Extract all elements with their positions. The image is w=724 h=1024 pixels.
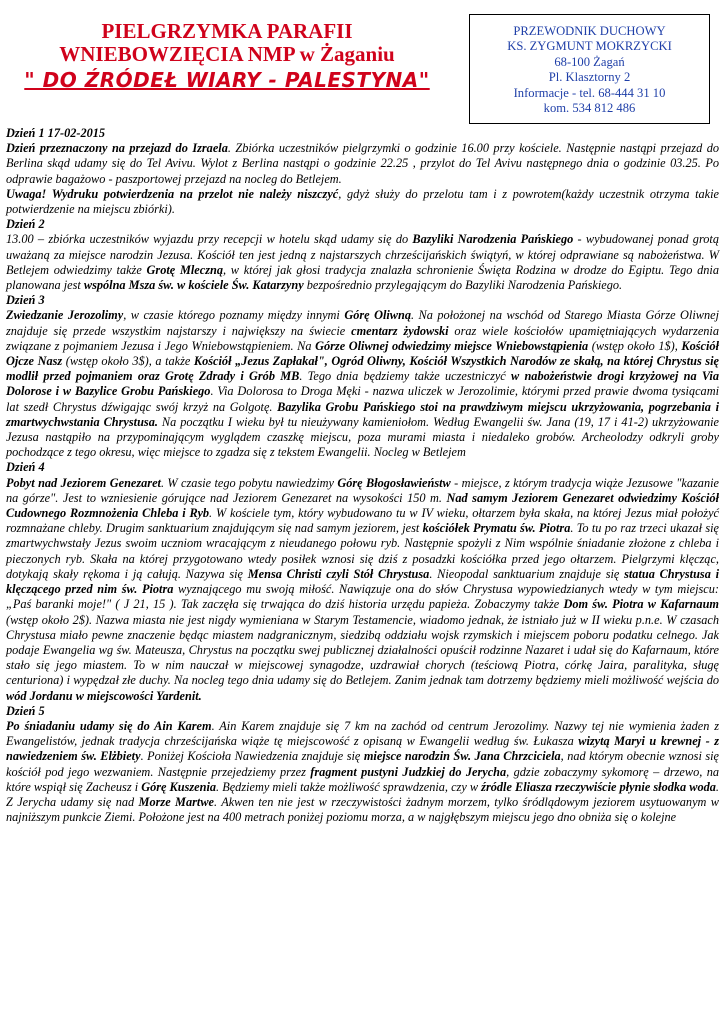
day-paragraph bbox=[6, 719, 719, 825]
day-paragraph bbox=[6, 232, 719, 293]
body-text: . Z Jerycha udamy się nad bbox=[6, 779, 719, 809]
body-text: . Tego dnia będziemy także uczestniczyć bbox=[299, 369, 512, 384]
body-text: . Zbiórka uczestników pielgrzymki o godzinie 16.00 przy kościele. Następnie nastąpi przejazd do Berlina skąd udamy się do Tel Avivu. Wylot z Berlina nastąpi o godzinie 22.25 , przylot do Tel Avivu następnego dnia o godzinie 03.25. Po odprawie bagażowo - paszportowej przejazd na nocleg do Betlejem. bbox=[6, 141, 719, 186]
page-title bbox=[18, 20, 436, 92]
highlighted-text: statua Chrystusa i klęczącego przed nim św. Piotra bbox=[6, 566, 719, 597]
highlighted-text: źródle Eliasza rzeczywiście płynie słodka woda bbox=[481, 779, 716, 794]
title-line-1: PIELGRZYMKA PARAFII bbox=[101, 19, 353, 43]
highlighted-text: Uwaga! Wydruku potwierdzenia na przelot nie należy niszczyć bbox=[6, 186, 339, 201]
highlighted-text: Mensa Christi czyli Stół Chrystusa bbox=[247, 566, 430, 581]
guide-line: KS. ZYGMUNT MOKRZYCKI bbox=[507, 39, 672, 54]
day-paragraph bbox=[6, 141, 719, 187]
day-paragraph bbox=[6, 476, 719, 704]
body-text: , gdyż służy do przelotu tam i z powrotem(każdy uczestnik otrzyma takie potwierdzenie na miejscu zbiórki). bbox=[6, 186, 720, 217]
highlighted-text: wód Jordanu w miejscowości Yardenit. bbox=[6, 688, 202, 703]
highlighted-text: Morze Martwe bbox=[138, 794, 214, 809]
highlighted-text: Górę Oliwną bbox=[344, 308, 411, 323]
highlighted-text: kościółek Prymatu św. Piotra bbox=[422, 521, 571, 536]
highlighted-text: Kościół Ojcze Nasz bbox=[6, 338, 719, 369]
highlighted-text: Górę Błogosławieństw bbox=[337, 475, 451, 490]
highlighted-text: fragment pustyni Judzkiej do Jerycha bbox=[310, 764, 507, 779]
body-text: (wstęp około 1$), bbox=[588, 338, 682, 353]
body-text: . W czasie tego pobytu nawiedzimy bbox=[160, 475, 338, 490]
body-text: . Akwen ten nie jest w rzeczywistości żadnym morzem, tylko śródlądowym jeziorem usytuowanym w najniższym punkcie Ziemi. Położone jest na 400 metrach poniżej poziomu morza, a w najgłębszym miejscu jego dno obniża się o kolejne bbox=[6, 794, 720, 825]
title-line-2: WNIEBOWZIĘCIA NMP w Żaganiu bbox=[59, 42, 395, 66]
highlighted-text: Górę Kuszenia bbox=[141, 779, 217, 794]
body-text: , w której jak głosi tradycja znalazła schronienie Święta Rodzina w drodze do Egiptu. Tego dnia planowana jest bbox=[6, 262, 719, 293]
body-text: . Na położonej na wschód od Starego Miasta Górze Oliwnej znajduje się przede wszystkim najstarszy i największy na świecie bbox=[6, 308, 719, 338]
body-text: , nad którym obecnie wznosi się kościół pod jego wezwaniem. Następnie przejedziemy przez bbox=[6, 749, 719, 779]
day-heading: Dzień 2 bbox=[6, 217, 45, 232]
body-text: - miejsce, z którym tradycja wiąże Jezusowe "kazanie na górze". Jest to wzniesienie górujące nad Jeziorem Genezaret na wysokości 150 m. bbox=[6, 475, 719, 505]
body-text: bezpośrednio przylegającym do Bazyliki Narodzenia Pańskiego. bbox=[303, 278, 623, 293]
highlighted-text: Górze Oliwnej odwiedzimy miejsce Wniebowstąpienia bbox=[315, 338, 589, 353]
guide-line: Informacje - tel. 68-444 31 10 bbox=[513, 85, 666, 100]
highlighted-text: Pobyt nad Jeziorem Genezaret bbox=[6, 475, 161, 490]
day-heading: Dzień 5 bbox=[6, 703, 45, 718]
highlighted-text: Dzień przeznaczony na przejazd do Izraela bbox=[6, 141, 228, 156]
highlighted-text: Grotę Mleczną bbox=[146, 262, 223, 277]
day-heading: Dzień 3 bbox=[6, 293, 45, 308]
guide-contact-box bbox=[469, 14, 710, 124]
day-heading: Dzień 1 17-02-2015 bbox=[6, 126, 106, 140]
highlighted-text: Bazyliki Narodzenia Pańskiego bbox=[412, 232, 574, 247]
itinerary-document bbox=[6, 126, 719, 825]
subtitle: " DO ŹRÓDEŁ WIARY - PALESTYNA" bbox=[24, 68, 430, 92]
body-text: 13.00 – zbiórka uczestników wyjazdu przy recepcji w hotelu skąd udamy się do bbox=[6, 232, 413, 247]
guide-line: kom. 534 812 486 bbox=[543, 101, 636, 116]
highlighted-text: Po śniadaniu udamy się do Ain Karem bbox=[6, 718, 212, 733]
body-text: wyznającego mu swoją miłość. Nawiązuje ona do słów Chrystusa wypowiedzianych wtedy w tym miejscu: „Paś baranki moje!" ( J 21, 15 ). Tak zaczęła się trwająca do dziś historia urzędu papieża. Zobaczymy także bbox=[6, 582, 719, 612]
highlighted-text: Zwiedzanie Jerozolimy bbox=[6, 308, 124, 323]
highlighted-text: Bazylika Grobu Pańskiego stoi na prawdziwym miejscu ukrzyżowania, pogrzebania i zmartwychwstania Chrystusa. bbox=[6, 399, 719, 429]
body-text: . Będziemy mieli także możliwość sprawdzenia, czy w bbox=[216, 779, 482, 794]
highlighted-text: cmentarz żydowski bbox=[351, 323, 449, 338]
highlighted-text: wizytą Maryi u krewnej - z nawiedzeniem św. Elżbiety bbox=[6, 734, 719, 764]
body-text: . Ain Karem znajduje się 7 km na zachód od centrum Jerozolimy. Nazwy tej nie wymienia żaden z Ewangelistów, jednak tradycja chrześcijańska wiąże tę miejscowość z opisaną w Ewangelii według św. Łukasza bbox=[6, 718, 719, 749]
highlighted-text: Dom św. Piotra w Kafarnaum bbox=[563, 597, 719, 612]
body-text: , gdzie zobaczymy sykomorę – drzewo, na które wspiął się Zacheusz i bbox=[6, 764, 719, 794]
highlighted-text: Nad samym Jeziorem Genezaret odwiedzimy Kościół Cudownego Rozmnożenia Chleba i Ryb bbox=[6, 490, 720, 521]
day-heading: Dzień 4 bbox=[6, 460, 45, 475]
guide-line: Pl. Klasztorny 2 bbox=[548, 70, 631, 85]
highlighted-text: miejsce narodzin Św. Jana Chrzciciela bbox=[363, 749, 561, 764]
highlighted-text: wspólna Msza św. w kościele Św. Katarzyny bbox=[83, 278, 304, 293]
body-text: Na początku I wieku był tu nieużywany kamieniołom. Według Ewangelii św. Jana (19, 17 i 41-2) ukrzyżowanie Jezusa nastąpiło na przypominającym wyglądem czaszkę miejscu, poza murami miasta i niedaleko grobów. Archeolodzy odkryli groby pochodzące z tego okresu, więc miejsce to zgadza się z tekstem Ewangelii. Nocleg w Betlejem bbox=[6, 414, 719, 460]
highlighted-text: w nabożeństwie drogi krzyżowej na Via Dolorose i w Bazylice Grobu Pańskiego bbox=[6, 369, 719, 399]
body-text: . To tu po raz trzeci ukazał się zmartwychwstały Jezus swoim uczniom wracającym z nieudanego połowu ryb. Następnie spożyli z Nim wspólnie śniadanie złożone z chleba i pieczonych ryb. Skała na której przygotowano wtedy posiłek wznosi się dziś z posadzki kościółka przed jego ołtarzem. Pielgrzymi klęcząc, dotykają skały rękoma i ją całują. Nazywa się bbox=[6, 521, 719, 581]
highlighted-text: Kościół „Jezus Zapłakał", Ogród Oliwny, Kościół Wszystkich Narodów ze skałą, na której Chrystus się modlił przed pojmaniem oraz Grotę Zdrady i Grób MB bbox=[6, 354, 719, 384]
body-text: , w czasie którego poznamy między innymi bbox=[123, 308, 345, 323]
body-text: . Via Dolorosa to Droga Męki - nazwa uliczek w Jerozolimie, którymi przed prawie dwoma tysiącami lat szedł Chrystus dźwigając swój krzyż na Golgotę. bbox=[6, 384, 719, 414]
guide-line: PRZEWODNIK DUCHOWY bbox=[513, 24, 666, 38]
day-paragraph bbox=[6, 187, 719, 217]
body-text: oraz wiele kościołów upamiętniających wydarzenia związane z pojmaniem Jezusa i Jego Wniebowstąpieniem. Na bbox=[6, 323, 719, 353]
day-paragraph bbox=[6, 308, 719, 460]
body-text: . W kościele tym, który wybudowano tu w IV wieku, ołtarzem była skała, na której Jezus miał położyć rozmnażane chleby. Drugim sanktuarium znajdującym się nad samym jeziorem, jest bbox=[6, 506, 719, 536]
guide-line: 68-100 Żagań bbox=[554, 54, 625, 69]
body-text: (wstęp około 2$). Nazwa miasta nie jest nigdy wymieniana w Starym Testamencie, wiadomo jednak, że istniało już w II wieku p.n.e. W czasach Chrystusa miało pewne znaczenie będąc miastem nadgranicznym, siedzibą oddziału wojsk rzymskich i miejscem poboru podatku celnego. Jak podaje Ewangelia wg św. Mateusza, Chrystus na początku swej publicznej działalności opuścił rodzinne Nazaret i udał się do Kafarnaum, które stało się jego miastem. To w nim nauczał w miejscowej synagodze, uzdrawiał chorych (teściową Piotra, córkę Jaira, paralityka, sługę centuriona) i wypędzał złe duchy. Na nocleg tego dnia udamy się do Betlejem. Zanim jednak tam dotrzemy będziemy mieli możliwość wejścia do bbox=[6, 612, 719, 688]
body-text: . Nieopodal sanktuarium znajduje się bbox=[429, 566, 625, 581]
body-text: . Poniżej Kościoła Nawiedzenia znajduje się bbox=[140, 749, 364, 764]
body-text: - wybudowanej ponad grotą uważaną za miejsce narodzin Jezusa. Kościół ten jest jedną z najstarszych chrześcijańskich świątyń, w której odprawiane są nabożeństwa. W Betlejem odwiedzimy także bbox=[6, 232, 719, 277]
body-text: (wstęp około 3$), a także bbox=[62, 354, 194, 369]
